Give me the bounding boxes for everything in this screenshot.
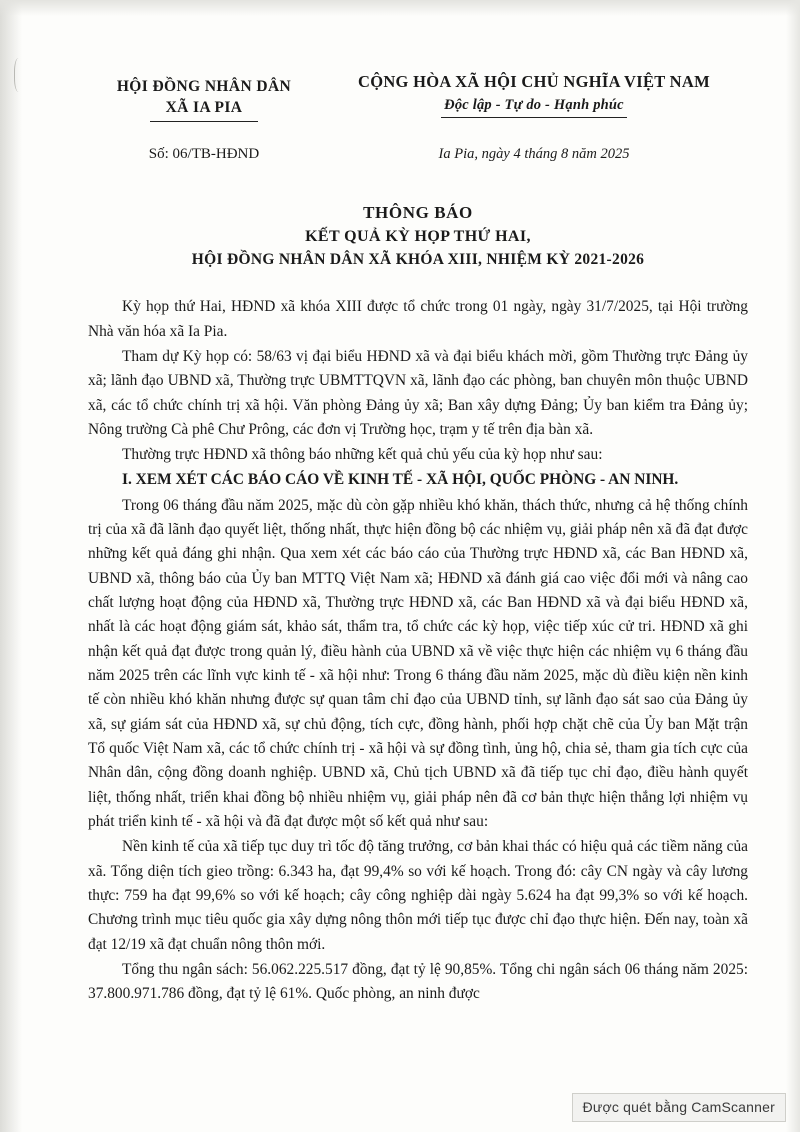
scan-edge-shadow-right: [786, 0, 800, 1132]
document-header: [88, 72, 748, 122]
national-heading: [320, 72, 748, 118]
organization-name-line2: XÃ IA PIA: [165, 99, 243, 116]
document-content: [88, 72, 748, 1008]
organization-underline: [150, 121, 258, 122]
document-type-title: THÔNG BÁO: [363, 203, 473, 223]
body-paragraph: Kỳ họp thứ Hai, HĐND xã khóa XIII được tổ chức trong 01 ngày, ngày 31/7/2025, tại Hội trường Nhà văn hóa xã Ia Pia.: [88, 298, 748, 340]
scan-edge-shadow-left: [0, 0, 22, 1132]
place-and-date: Ia Pia, ngày 4 tháng 8 năm 2025: [438, 146, 630, 163]
document-number: Số: 06/TB-HĐND: [148, 146, 260, 163]
issuing-organization: [88, 72, 320, 122]
scan-edge-shadow-top: [0, 0, 800, 16]
document-body: [88, 295, 748, 1007]
body-paragraph: Thường trực HĐND xã thông báo những kết quả chủ yếu của kỳ họp như sau:: [122, 446, 603, 464]
document-subheader: [88, 146, 748, 163]
body-paragraph: Tổng thu ngân sách: 56.062.225.517 đồng, đạt tỷ lệ 90,85%. Tổng chi ngân sách 06 tháng năm 2025: 37.800.971.786 đồng, đạt tỷ lệ 61%. Quốc phòng, an ninh được: [88, 961, 748, 1003]
scan-artifact-mark: [14, 58, 25, 92]
section-heading-1: I. XEM XÉT CÁC BÁO CÁO VỀ KINH TẾ - XÃ HỘI, QUỐC PHÒNG - AN NINH.: [122, 471, 679, 489]
body-paragraph: Nền kinh tế của xã tiếp tục duy trì tốc độ tăng trưởng, cơ bản khai thác có hiệu quả các tiềm năng của xã. Tổng diện tích gieo trồng: 6.343 ha, đạt 99,4% so với kế hoạch. Trong đó: cây CN ngày và cây lương thực: 759 ha đạt 99,6% so với kế hoạch; cây công nghiệp dài ngày 5.624 ha đạt 99,3% so với kế hoạch. Chương trình mục tiêu quốc gia xây dựng nông thôn mới tiếp tục được chỉ đạo thực hiện. Đến nay, toàn xã đạt 12/19 xã đạt chuẩn nông thôn mới.: [88, 838, 748, 953]
document-subtitle-2: HỘI ĐỒNG NHÂN DÂN XÃ KHÓA XIII, NHIỆM KỲ 2021-2026: [191, 251, 645, 269]
camscanner-watermark: Được quét bằng CamScanner: [572, 1093, 786, 1122]
national-motto: Độc lập - Tự do - Hạnh phúc: [444, 97, 624, 113]
national-motto-underline: [441, 117, 627, 118]
document-subtitle-1: KẾT QUẢ KỲ HỌP THỨ HAI,: [305, 228, 531, 246]
body-paragraph: Trong 06 tháng đầu năm 2025, mặc dù còn gặp nhiều khó khăn, thách thức, nhưng cả hệ thống chính trị của xã đã lãnh đạo quyết liệt, thống nhất, thực hiện đồng bộ các nhiệm vụ, giải pháp nên xã đã đạt được những kết quả đáng ghi nhận. Qua xem xét các báo cáo của Thường trực HĐND xã, các Ban HĐND xã, UBND xã, thông báo của Ủy ban MTTQ Việt Nam xã; HĐND xã đánh giá cao việc đổi mới và nâng cao chất lượng hoạt động của HĐND xã, Thường trực HĐND xã, các Ban HĐND xã và đại biểu HĐND xã, nhất là các hoạt động giám sát, khảo sát, thẩm tra, tổ chức các kỳ họp, việc tiếp xúc cử tri. HĐND xã ghi nhận kết quả đạt được trong quản lý, điều hành của UBND xã về việc thực hiện các nhiệm vụ 6 tháng đầu năm 2025 trên các lĩnh vực kinh tế - xã hội như: Trong 6 tháng đầu năm 2025, mặc dù điều kiện nền kinh tế còn nhiều khó khăn nhưng được sự quan tâm chỉ đạo của UBND tỉnh, sự lãnh đạo sát sao của Đảng ủy xã, sự giám sát của HĐND xã, sự chủ động, tích cực, đồng hành, phối hợp chặt chẽ của Ủy ban Mặt trận Tổ quốc Việt Nam xã, các tổ chức chính trị - xã hội và sự đồng tình, ủng hộ, chia sẻ, tham gia tích cực của Nhân dân, cộng đồng doanh nghiệp. UBND xã, Chủ tịch UBND xã đã tiếp tục chỉ đạo, điều hành quyết liệt, thống nhất, triển khai đồng bộ nhiều nhiệm vụ, giải pháp nên đã cơ bản thực hiện thắng lợi nhiệm vụ phát triển kinh tế - xã hội và đã đạt được một số kết quả như sau:: [88, 496, 748, 831]
organization-name-line1: HỘI ĐỒNG NHÂN DÂN: [116, 78, 292, 95]
document-titles: [88, 203, 748, 269]
national-title: CỘNG HÒA XÃ HỘI CHỦ NGHĨA VIỆT NAM: [357, 72, 710, 91]
body-paragraph: Tham dự Kỳ họp có: 58/63 vị đại biểu HĐND xã và đại biểu khách mời, gồm Thường trực Đảng ủy xã; lãnh đạo UBND xã, Thường trực UBMTTQVN xã, lãnh đạo các phòng, ban chuyên môn thuộc UBND xã, các tổ chức chính trị xã hội. Văn phòng Đảng ủy xã; Ban xây dựng Đảng; Ủy ban kiểm tra Đảng ủy; Nông trường Cà phê Chư Prông, các đơn vị Trường học, trạm y tế trên địa bàn xã.: [88, 347, 748, 438]
